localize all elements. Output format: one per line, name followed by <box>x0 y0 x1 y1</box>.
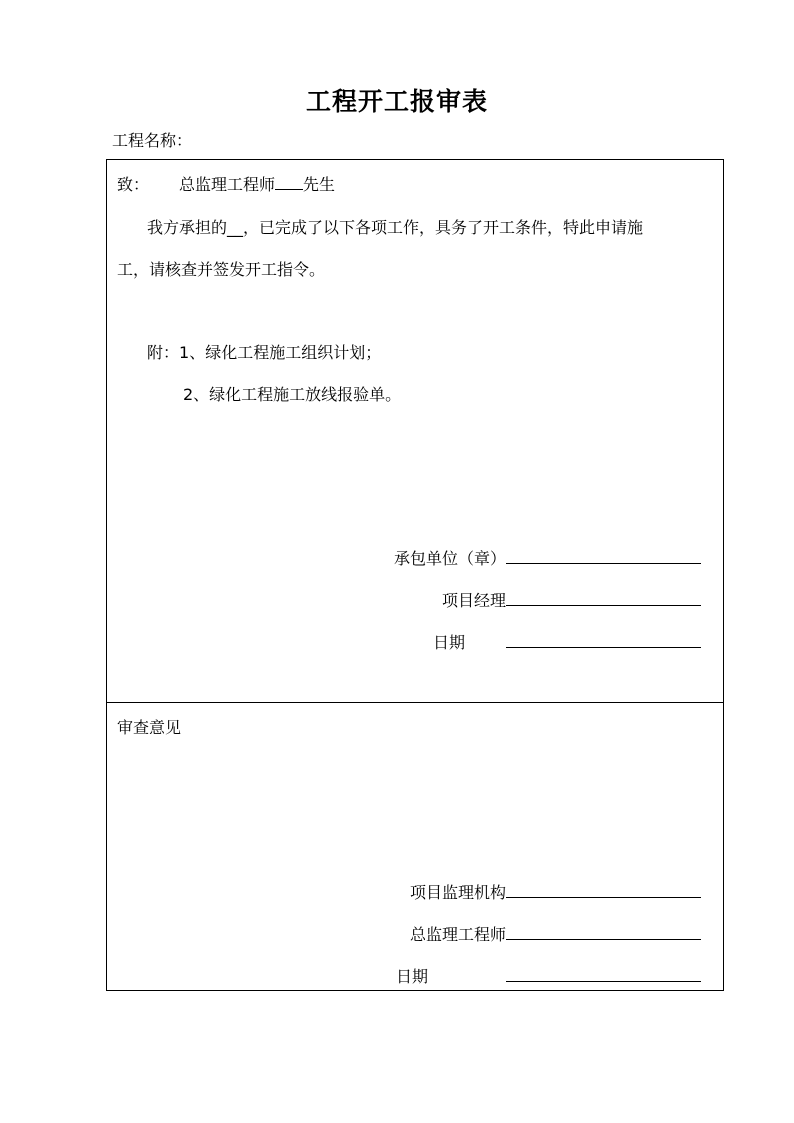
review-date-label: 日期 <box>396 967 429 986</box>
addressee-suffix: 先生 <box>303 175 336 194</box>
review-date-field[interactable] <box>506 965 701 982</box>
page-title: 工程开工报审表 <box>305 87 488 116</box>
review-title: 审查意见 <box>117 718 182 737</box>
supervision-org-signature-field[interactable] <box>506 881 701 898</box>
manager-signature-row <box>442 588 701 611</box>
approval-form <box>106 159 724 991</box>
contractor-label: 承包单位（章） <box>393 549 506 568</box>
date-label: 日期 <box>433 633 466 652</box>
application-date-field[interactable] <box>506 631 701 648</box>
project-name-label: 工程名称： <box>112 131 193 150</box>
body-text-line-1: 我方承担的__，已完成了以下各项工作，具务了开工条件，特此申请施 <box>147 218 644 237</box>
body-text-line-2: 工，请核查并签发开工指令。 <box>117 260 326 279</box>
manager-label: 项目经理 <box>441 591 506 610</box>
review-date-row <box>396 964 701 987</box>
chief-engineer-label: 总监理工程师 <box>409 925 506 944</box>
supervision-org-row <box>410 880 701 903</box>
section-divider <box>107 702 723 703</box>
attachment-1: 1、绿化工程施工组织计划； <box>179 343 382 362</box>
contractor-signature-row <box>394 546 701 569</box>
chief-engineer-row <box>410 922 701 945</box>
attachment-2: 2、绿化工程施工放线报验单。 <box>183 385 402 404</box>
contractor-signature-field[interactable] <box>506 547 701 564</box>
attachments-prefix: 附： <box>147 343 180 362</box>
addressee-line <box>117 172 335 195</box>
manager-signature-field[interactable] <box>506 589 701 606</box>
to-prefix: 致： <box>117 175 150 194</box>
application-date-row <box>433 630 701 653</box>
chief-engineer-signature-field[interactable] <box>506 923 701 940</box>
addressee-blank[interactable] <box>275 175 303 190</box>
supervision-org-label: 项目监理机构 <box>409 883 506 902</box>
attachment-1-line <box>147 340 381 363</box>
addressee: 总监理工程师 <box>179 175 276 194</box>
